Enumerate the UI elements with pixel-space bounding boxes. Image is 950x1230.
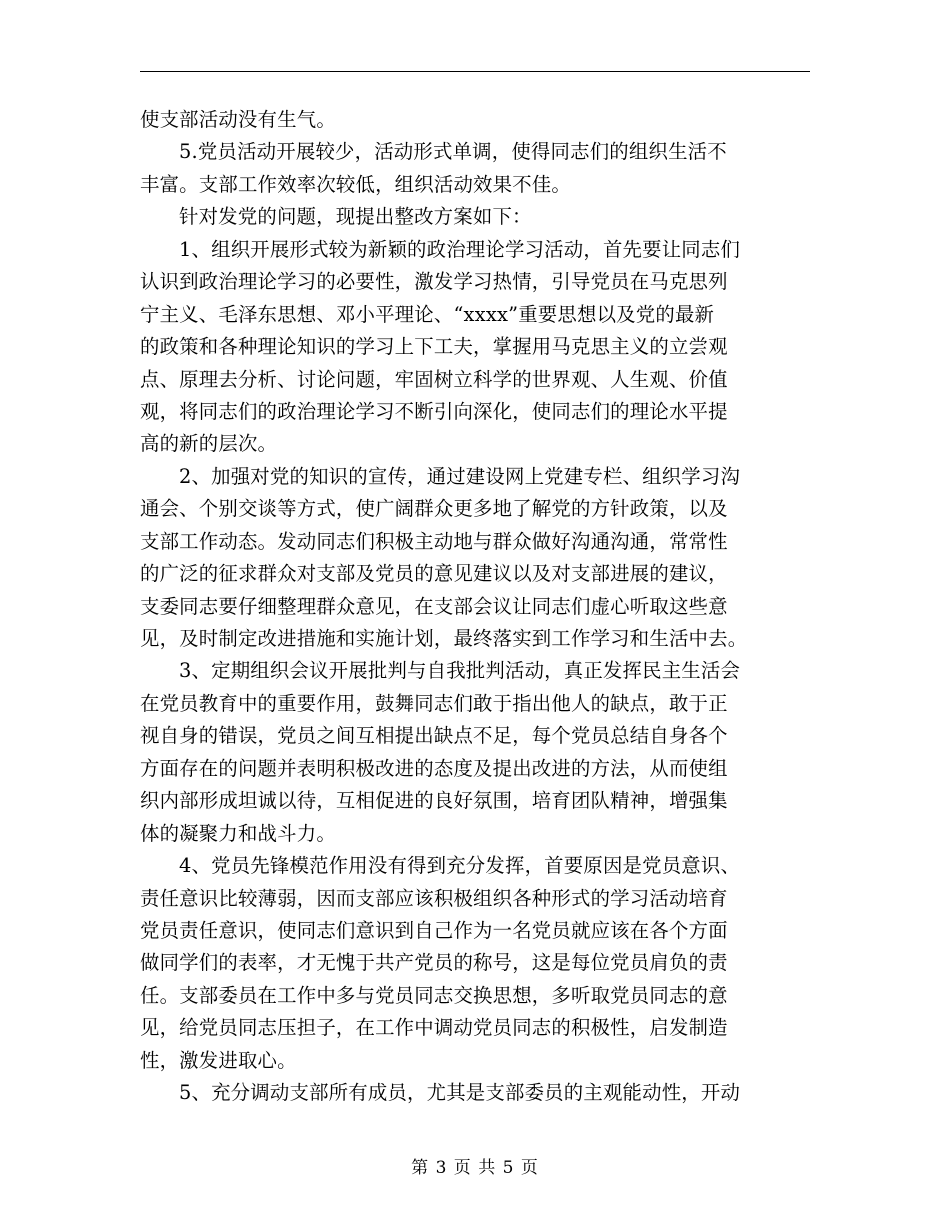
text-line: 5、充分调动支部所有成员，尤其是支部委员的主观能动性，开动 bbox=[179, 1081, 741, 1105]
text-line: 丰富。支部工作效率次较低，组织活动效果不佳。 bbox=[140, 172, 571, 196]
text-line: 4、党员先锋模范作用没有得到充分发挥，首要原因是党员意识、 bbox=[179, 854, 741, 878]
text-line: 视自身的错误，党员之间互相提出缺点不足，每个党员总结自身各个 bbox=[140, 724, 728, 748]
text-line: 2、加强对党的知识的宣传，通过建设网上党建专栏、组织学习沟 bbox=[179, 464, 741, 488]
text-line: 宁主义、毛泽东思想、邓小平理论、“xxxx”重要思想以及党的最新 bbox=[140, 302, 715, 326]
text-line: 使支部活动没有生气。 bbox=[140, 108, 336, 131]
text-line: 针对发党的问题，现提出整改方案如下： bbox=[179, 205, 532, 229]
text-line: 支委同志要仔细整理群众意见，在支部会议让同志们虚心听取这些意 bbox=[140, 594, 728, 618]
text-line: 党员责任意识，使同志们意识到自己作为一名党员就应该在各个方面 bbox=[140, 918, 728, 942]
text-line: 观，将同志们的政治理论学习不断引向深化，使同志们的理论水平提 bbox=[140, 399, 728, 423]
text-line: 做同学们的表率，才无愧于共产党员的称号，这是每位党员肩负的责 bbox=[140, 951, 728, 975]
text-line: 点、原理去分析、讨论问题，牢固树立科学的世界观、人生观、价值 bbox=[140, 367, 728, 391]
text-line: 在党员教育中的重要作用，鼓舞同志们敢于指出他人的缺点，敢于正 bbox=[140, 691, 728, 715]
text-line: 的政策和各种理论知识的学习上下工夫，掌握用马克思主义的立尝观 bbox=[140, 335, 728, 359]
text-line: 的广泛的征求群众对支部及党员的意见建议以及对支部进展的建议， bbox=[140, 562, 728, 586]
text-line: 织内部形成坦诚以待，互相促进的良好氛围，培育团队精神，增强集 bbox=[140, 789, 728, 813]
text-line: 见，给党员同志压担子，在工作中调动党员同志的积极性，启发制造 bbox=[140, 1016, 728, 1040]
page-footer: 第 3 页 共 5 页 bbox=[411, 1158, 539, 1178]
text-line: 见，及时制定改进措施和实施计划，最终落实到工作学习和生活中去。 bbox=[140, 627, 748, 650]
text-line: 5.党员活动开展较少，活动形式单调，使得同志们的组织生活不 bbox=[179, 140, 727, 164]
header-rule bbox=[140, 71, 810, 72]
text-line: 性，激发进取心。 bbox=[140, 1048, 297, 1072]
text-line: 通会、个别交谈等方式，使广阔群众更多地了解党的方针政策，以及 bbox=[140, 497, 728, 521]
text-line: 方面存在的问题并表明积极改进的态度及提出改进的方法，从而使组 bbox=[140, 756, 728, 780]
text-line: 1、组织开展形式较为新颖的政治理论学习活动，首先要让同志们 bbox=[179, 237, 741, 261]
text-line: 任。支部委员在工作中多与党员同志交换思想，多听取党员同志的意 bbox=[140, 983, 728, 1007]
text-line: 高的新的层次。 bbox=[140, 432, 278, 456]
body-text bbox=[140, 104, 810, 1110]
text-line: 3、定期组织会议开展批判与自我批判活动，真正发挥民主生活会 bbox=[179, 659, 741, 683]
text-line: 体的凝聚力和战斗力。 bbox=[140, 821, 336, 845]
text-line: 认识到政治理论学习的必要性，激发学习热情，引导党员在马克思列 bbox=[140, 270, 728, 294]
text-line: 责任意识比较薄弱，因而支部应该积极组织各种形式的学习活动培育 bbox=[140, 886, 728, 910]
text-line: 支部工作动态。发动同志们积极主动地与群众做好沟通沟通，常常性 bbox=[140, 529, 728, 553]
